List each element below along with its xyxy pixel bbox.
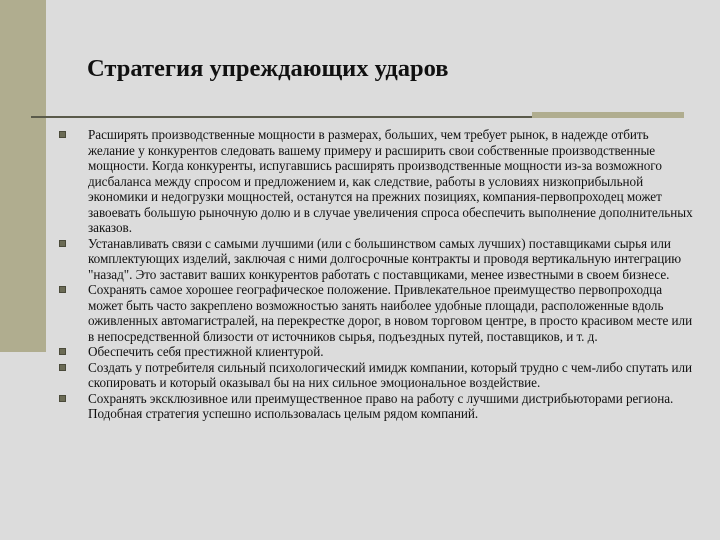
- bullet-text: Создать у потребителя сильный психологический имидж компании, который трудно с чем-либо спутать или скопировать и который оказывал бы на них сильное эмоциональное воздействие.: [88, 359, 693, 390]
- bullet-text: Расширять производственные мощности в размерах, больших, чем требует рынок, в надежде отбить желание у конкурентов следовать вашему примеру и расширить свои собственные производственные мощности. Когда конкуренты, испугавшись расширять производственные мощности из-за возможного дисбаланса между спросом и предложением и, как следствие, работы в условиях низкоприбыльной экономики и недогрузки мощностей, останутся на прежних позициях, компания-первопроходец может завоевать большую рыночную долю и в случае увеличения спроса обеспечить выполнение дополнительных заказов.: [88, 127, 693, 235]
- square-bullet-icon: [59, 348, 66, 355]
- square-bullet-icon: [59, 286, 66, 293]
- square-bullet-icon: [59, 240, 66, 247]
- bullet-text: Устанавливать связи с самыми лучшими (или с большинством самых лучших) поставщиками сырья или комплектующих изделий, заключая с ними долгосрочные контракты и проводя вертикальную интеграцию "назад". Это заставит ваших конкурентов работать с поставщиками, менее известными в своем бизнесе.: [88, 235, 682, 282]
- accent-bar: [0, 0, 46, 352]
- bullet-text: Сохранять самое хорошее географическое положение. Привлекательное преимущество первопроходца может быть часто закреплено возможностью занять наиболее удобные площади, расположенные вдоль оживленных автомагистралей, на перекрестке дорог, в новом торговом центре, в просто красивом месте или в непосредственной близости от источников сырья, подъездных путей, поставщиков, и т. д.: [88, 282, 693, 344]
- square-bullet-icon: [59, 395, 66, 402]
- square-bullet-icon: [59, 131, 66, 138]
- bullet-text: Обеспечить себя престижной клиентурой.: [88, 344, 324, 359]
- square-bullet-icon: [59, 364, 66, 371]
- bullet-item: [54, 391, 694, 422]
- bullet-item: [54, 282, 694, 344]
- bullet-text: Сохранять эксклюзивное или преимущественное право на работу с лучшими дистрибьюторами региона. Подобная стратегия успешно использовалась целым рядом компаний.: [88, 390, 674, 421]
- bullet-item: [54, 344, 694, 360]
- slide-title: Стратегия упреждающих ударов: [87, 55, 449, 82]
- bullet-list: [54, 127, 694, 422]
- bullet-item: [54, 127, 694, 236]
- divider-accent: [532, 112, 684, 118]
- bullet-item: [54, 360, 694, 391]
- bullet-item: [54, 236, 694, 283]
